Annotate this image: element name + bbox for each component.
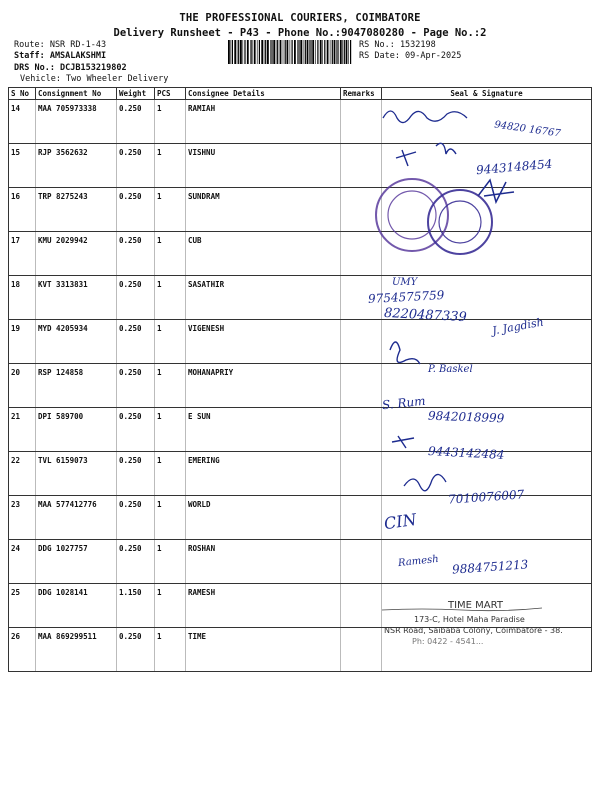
table-row [9,100,592,144]
hw-row19-phone: 8220487339 [383,305,468,326]
cell-remarks [341,232,382,276]
cell-pcs: 1 [155,100,186,144]
cell-pcs: 1 [155,188,186,232]
cell-consignment: KVT 3313831 [36,276,117,320]
cell-consignee: MOHANAPRIY [186,364,341,408]
vehicle-label: Vehicle: Two Wheeler Delivery [20,74,169,84]
cell-signature [382,100,592,144]
cell-consignee: VIGENESH [186,320,341,364]
cell-sno: 16 [9,188,36,232]
cell-consignee: E SUN [186,408,341,452]
cell-consignment: MAA 705973338 [36,100,117,144]
table-row [9,628,592,672]
cell-consignment: DPI 589700 [36,408,117,452]
cell-weight: 0.250 [117,628,155,672]
rs-date: RS Date: 09-Apr-2025 [359,51,462,61]
cell-pcs: 1 [155,496,186,540]
cell-weight: 0.250 [117,100,155,144]
cell-consignment: RJP 3562632 [36,144,117,188]
cell-weight: 0.250 [117,540,155,584]
cell-pcs: 1 [155,144,186,188]
col-signature: Seal & Signature [382,88,592,100]
cell-sno: 14 [9,100,36,144]
hw-row14: 94820 16767 [493,119,562,140]
cell-signature [382,584,592,628]
cell-signature [382,320,592,364]
cell-weight: 0.250 [117,320,155,364]
col-weight: Weight [117,88,155,100]
cell-weight: 0.250 [117,452,155,496]
cell-consignee: VISHNU [186,144,341,188]
cell-remarks [341,452,382,496]
cell-consignee: ROSHAN [186,540,341,584]
table-row [9,364,592,408]
cell-remarks [341,540,382,584]
cell-consignee: WORLD [186,496,341,540]
cell-signature [382,628,592,672]
cell-consignment: MYD 4205934 [36,320,117,364]
cell-weight: 0.250 [117,408,155,452]
cell-remarks [341,320,382,364]
col-remarks: Remarks [341,88,382,100]
cell-consignee: RAMIAH [186,100,341,144]
cell-consignment: KMU 2029942 [36,232,117,276]
company-title: THE PROFESSIONAL COURIERS, COIMBATORE [179,12,421,24]
table-row [9,408,592,452]
cell-consignee: SUNDRAM [186,188,341,232]
rs-number: RS No.: 1532198 [359,40,436,50]
cell-consignee: EMERING [186,452,341,496]
cell-consignment: DDG 1027757 [36,540,117,584]
table-row [9,188,592,232]
cell-consignment: TVL 6159073 [36,452,117,496]
hw-row21-phone: 9842018999 [427,408,505,426]
route-label: Route: NSR RD-1-43 [14,40,107,50]
cell-sno: 23 [9,496,36,540]
runsheet-subtitle: Delivery Runsheet - P43 - Phone No.:9047080280 - Page No.:2 [113,27,487,39]
hw-row25-phone: 9884751213 [451,557,529,577]
cell-weight: 1.150 [117,584,155,628]
cell-sno: 15 [9,144,36,188]
cell-pcs: 1 [155,584,186,628]
cell-pcs: 1 [155,364,186,408]
table-row [9,276,592,320]
cell-weight: 0.250 [117,276,155,320]
stamp-address-1: 173-C, Hotel Maha Paradise [414,615,525,624]
cell-weight: 0.250 [117,496,155,540]
hw-row22: 9443142484 [427,444,505,462]
hw-row21-sign: S. Rum [381,393,427,413]
cell-consignment: TRP 8275243 [36,188,117,232]
cell-consignment: DDG 1028141 [36,584,117,628]
cell-signature [382,232,592,276]
cell-signature [382,452,592,496]
cell-signature [382,496,592,540]
cell-pcs: 1 [155,452,186,496]
table-row [9,540,592,584]
col-consignee: Consignee Details [186,88,341,100]
cell-sno: 20 [9,364,36,408]
cell-sno: 17 [9,232,36,276]
cell-pcs: 1 [155,628,186,672]
table-row [9,496,592,540]
stamp-shop-name: TIME MART [448,600,503,611]
cell-remarks [341,408,382,452]
cell-sno: 25 [9,584,36,628]
runsheet-table [8,87,592,672]
hw-row18-name: UMY [392,277,418,288]
cell-remarks [341,276,382,320]
hw-row18-phone: 9754575759 [367,288,445,306]
cell-consignment: RSP 124858 [36,364,117,408]
col-pcs: PCS [155,88,186,100]
cell-sno: 26 [9,628,36,672]
hw-row20: P. Baskel [428,364,473,375]
cell-consignee: RAMESH [186,584,341,628]
cell-pcs: 1 [155,276,186,320]
cell-signature [382,276,592,320]
hw-row15: 9443148454 [475,156,553,178]
stamp-phone: Ph: 0422 - 4541... [412,637,484,646]
cell-consignment: MAA 869299511 [36,628,117,672]
table-header-row [9,88,592,100]
hw-row23-sign: CIN [382,509,418,534]
cell-sno: 22 [9,452,36,496]
table-row [9,144,592,188]
cell-remarks [341,144,382,188]
cell-remarks [341,496,382,540]
cell-consignment: MAA 577412776 [36,496,117,540]
staff-label: Staff: AMSALAKSHMI [14,51,107,61]
cell-weight: 0.250 [117,144,155,188]
cell-signature [382,408,592,452]
cell-pcs: 1 [155,320,186,364]
cell-sno: 18 [9,276,36,320]
hw-row25-name: Ramesh [397,553,440,570]
cell-weight: 0.250 [117,232,155,276]
cell-signature [382,144,592,188]
cell-sno: 19 [9,320,36,364]
cell-pcs: 1 [155,408,186,452]
table-row [9,232,592,276]
cell-remarks [341,188,382,232]
barcode-image [228,40,354,64]
cell-sno: 21 [9,408,36,452]
cell-remarks [341,100,382,144]
cell-remarks [341,584,382,628]
cell-consignee: TIME [186,628,341,672]
hw-row23-phone: 7010076007 [447,487,525,507]
hw-row19-sign: J. Jagdish [491,315,545,338]
cell-consignee: CUB [186,232,341,276]
table-row [9,320,592,364]
cell-signature [382,540,592,584]
col-consignment: Consignment No [36,88,117,100]
table-row [9,584,592,628]
cell-remarks [341,628,382,672]
stamp-address-2: NSR Road, Saibaba Colony, Coimbatore - 38. [384,626,563,635]
col-sno: S No [9,88,36,100]
cell-pcs: 1 [155,540,186,584]
cell-weight: 0.250 [117,364,155,408]
drs-label: DRS No.: DCJB153219802 [14,63,127,73]
cell-consignee: SASATHIR [186,276,341,320]
cell-signature [382,188,592,232]
cell-sno: 24 [9,540,36,584]
cell-remarks [341,364,382,408]
table-row [9,452,592,496]
cell-weight: 0.250 [117,188,155,232]
cell-pcs: 1 [155,232,186,276]
cell-signature [382,364,592,408]
